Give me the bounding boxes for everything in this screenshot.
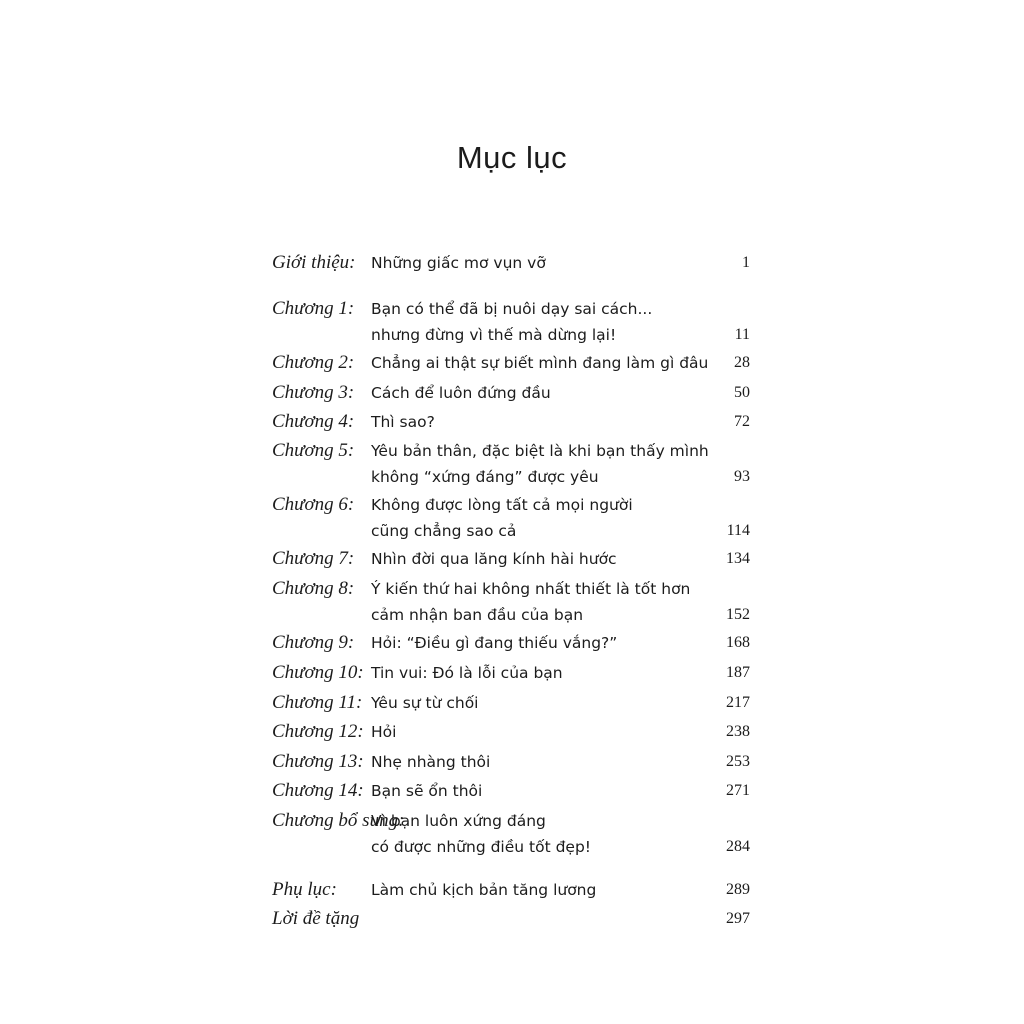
toc-entry-title bbox=[371, 296, 721, 348]
toc-entry-page-number: 271 bbox=[726, 782, 750, 799]
toc-entry-title bbox=[371, 546, 721, 572]
toc-entry-page-number: 168 bbox=[726, 634, 750, 651]
toc-entry-title bbox=[371, 778, 721, 804]
toc-entry-page-number: 187 bbox=[726, 664, 750, 681]
toc-entry-title bbox=[371, 877, 721, 903]
toc-entry-label: Giới thiệu: bbox=[272, 252, 356, 273]
toc-entry-title bbox=[371, 808, 721, 860]
toc-entry-page-number: 217 bbox=[726, 694, 750, 711]
toc-entry-title-line: Chẳng ai thật sự biết mình đang làm gì đâu bbox=[371, 354, 709, 372]
toc-entry-title bbox=[371, 630, 721, 656]
toc-entry-title bbox=[371, 250, 721, 276]
toc-entry-title-line: Tin vui: Đó là lỗi của bạn bbox=[371, 664, 563, 682]
toc-entry-page-number: 28 bbox=[734, 354, 750, 371]
toc-entry-title-line: Thì sao? bbox=[371, 413, 435, 431]
toc-entry-title bbox=[371, 350, 721, 376]
page-title: Mục lục bbox=[456, 140, 568, 175]
toc-entry-title-line: Cách để luôn đứng đầu bbox=[371, 384, 551, 402]
toc-entry-label: Chương 7: bbox=[272, 548, 355, 569]
toc-entry-title-line: Hỏi: “Điều gì đang thiếu vắng?” bbox=[371, 634, 618, 652]
toc-entry-label: Chương 2: bbox=[272, 352, 355, 373]
toc-entry-page-number: 72 bbox=[734, 413, 750, 430]
toc-entry-page-number: 114 bbox=[726, 522, 750, 539]
toc-entry-title bbox=[371, 660, 721, 686]
toc-entry-label: Chương 8: bbox=[272, 578, 355, 599]
toc-entry-title-line: cảm nhận ban đầu của bạn bbox=[371, 606, 584, 624]
toc-entry-page-number: 284 bbox=[726, 838, 750, 855]
toc-entry-label: Chương 6: bbox=[272, 494, 355, 515]
toc-entry-label: Chương 14: bbox=[272, 780, 364, 801]
toc-entry-title-line: Vì bạn luôn xứng đáng bbox=[371, 812, 546, 830]
toc-entry-title-line: Không được lòng tất cả mọi người bbox=[371, 496, 633, 514]
toc-entry-page-number: 11 bbox=[734, 326, 750, 343]
toc-entry-title bbox=[371, 749, 721, 775]
toc-entry-title bbox=[371, 690, 721, 716]
toc-entry-title-line: Nhìn đời qua lăng kính hài hước bbox=[371, 550, 617, 568]
toc-entry-page-number: 50 bbox=[734, 384, 750, 401]
toc-entry-title-line: nhưng đừng vì thế mà dừng lại! bbox=[371, 326, 617, 344]
toc-entry-page-number: 238 bbox=[726, 723, 750, 740]
toc-entry-title-line: Làm chủ kịch bản tăng lương bbox=[371, 881, 597, 899]
toc-entry-page-number: 93 bbox=[734, 468, 750, 485]
toc-entry-label: Chương 5: bbox=[272, 440, 355, 461]
toc-entry-title-line: Yêu bản thân, đặc biệt là khi bạn thấy mình bbox=[371, 442, 709, 460]
toc-entry-title bbox=[371, 409, 721, 435]
toc-entry-label: Phụ lục: bbox=[272, 879, 337, 900]
toc-entry-label: Chương 11: bbox=[272, 692, 363, 713]
toc-entry-label: Chương 4: bbox=[272, 411, 355, 432]
toc-entry-title-line: không “xứng đáng” được yêu bbox=[371, 468, 599, 486]
toc-entry-title-line: Yêu sự từ chối bbox=[371, 694, 479, 712]
toc-entry-page-number: 1 bbox=[742, 254, 750, 271]
toc-entry-page-number: 253 bbox=[726, 753, 750, 770]
toc-entry-label: Chương bổ sung: bbox=[272, 810, 405, 831]
toc-entry-title bbox=[371, 576, 721, 628]
toc-entry-label: Chương 12: bbox=[272, 721, 364, 742]
toc-entry-label: Chương 1: bbox=[272, 298, 355, 319]
toc-entry-page-number: 289 bbox=[726, 881, 750, 898]
toc-entry-page-number: 152 bbox=[726, 606, 750, 623]
toc-entry-page-number: 297 bbox=[726, 910, 750, 927]
toc-entry-label: Chương 9: bbox=[272, 632, 355, 653]
toc-entry-title-line: Bạn có thể đã bị nuôi dạy sai cách... bbox=[371, 300, 653, 318]
toc-entry-title-line: có được những điều tốt đẹp! bbox=[371, 838, 592, 856]
toc-entry-title-line: Hỏi bbox=[371, 723, 397, 741]
toc-entry-title-line: Những giấc mơ vụn vỡ bbox=[371, 254, 546, 272]
toc-entry-label: Chương 3: bbox=[272, 382, 355, 403]
toc-entry-label: Chương 13: bbox=[272, 751, 364, 772]
toc-entry-title bbox=[371, 380, 721, 406]
toc-entry-title-line: Nhẹ nhàng thôi bbox=[371, 753, 491, 771]
toc-entry-title bbox=[371, 492, 721, 544]
toc-entry-label: Lời đề tặng bbox=[272, 908, 360, 929]
toc-entry-title-line: Bạn sẽ ổn thôi bbox=[371, 782, 483, 800]
toc-entry-title bbox=[371, 719, 721, 745]
toc-entry-title bbox=[371, 438, 721, 490]
toc-entry-page-number: 134 bbox=[726, 550, 750, 567]
toc-entry-label: Chương 10: bbox=[272, 662, 364, 683]
toc-entry-title-line: Ý kiến thứ hai không nhất thiết là tốt hơn bbox=[371, 580, 691, 598]
toc-entry-title-line: cũng chẳng sao cả bbox=[371, 522, 517, 540]
